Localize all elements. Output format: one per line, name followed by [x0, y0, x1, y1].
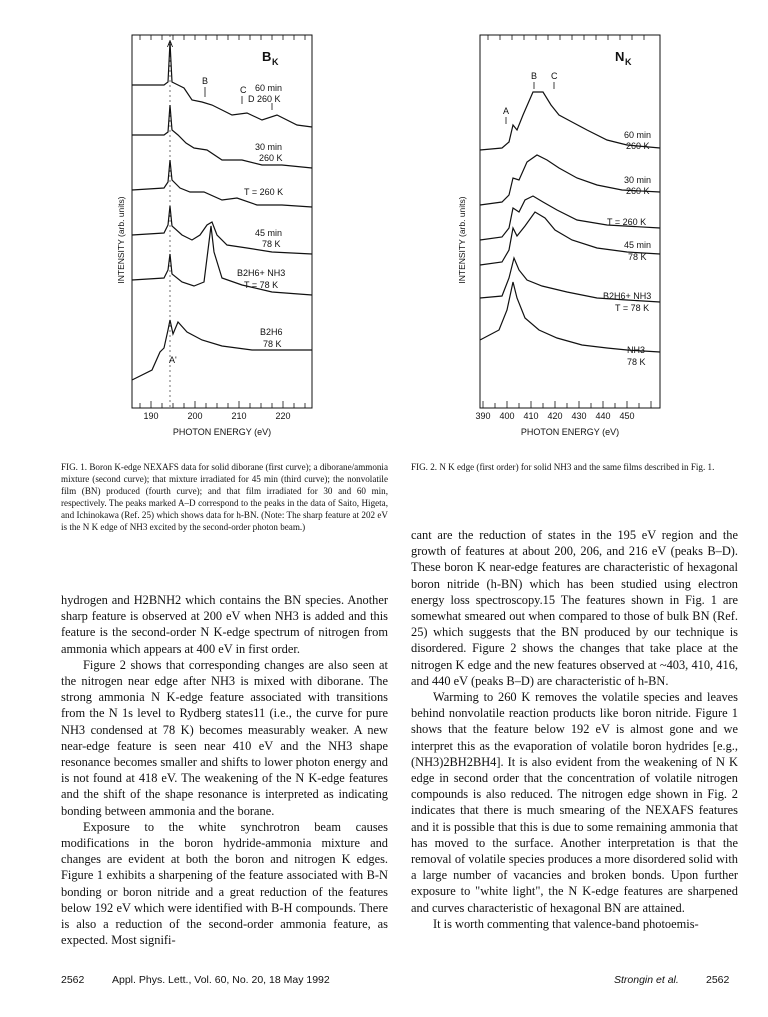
fig2-xtick-440: 440: [595, 411, 611, 421]
fig1-curve-60min: [132, 42, 312, 127]
footer-journal: Appl. Phys. Lett., Vol. 60, No. 20, 18 May 1992: [112, 974, 330, 986]
fig1-peak-B: B: [202, 76, 209, 86]
footer-page-left: 2562: [61, 974, 85, 986]
right-paragraph-1: cant are the reduction of states in the 195 eV region and the growth of features at about 200, 206, and 216 eV (peaks B–D). These boron K near-edge features are characteristic of hexagonal boron nitride (h-BN) which has been studied using electron energy loss spectroscopy.15 The features shown in Fig. 1 are somewhat smeared out when compared to those of bulk BN (Ref. 25) which suggests that the BN produced by our technique is disordered. Figure 2 shows the changes that take place at the nitrogen K edge and the new features observed at ~403, 410, 416, and 440 eV (peaks B–D) are characteristic of h-BN.: [411, 528, 738, 688]
fig2-xtick-430: 430: [571, 411, 587, 421]
fig1-element-label: B: [262, 49, 272, 64]
right-paragraph-2: Warming to 260 K removes the volatile species and leaves behind nonvolatile reaction products like boron nitride. Figure 1 shows that the feature below 192 eV is almost gone and we interpret this as the evaporation of volatile boron hydrides [e.g., (NH3)2BH2BH4]. It is also evident from the weakening of N K edge in second order that the concentration of volatile nitrogen compounds is also reduced. The nitrogen edge shown in Fig. 2 indicates that there is much smearing of the NEXAFS features and it is possible that this is due to some remaining ammonia that has moved to the surface. Another interpretation is that the removal of volatile species produces a more disordered solid with a large number of vacancies and broken bonds. Upon further exposure to "white light", the N K-edge features are sharpened and curves characteristic of hexagonal BN are attained.: [411, 690, 738, 915]
fig2-xlabel: PHOTON ENERGY (eV): [520, 427, 620, 437]
fig2-label-60min: 60 min: [624, 130, 652, 140]
fig1-xlabel: PHOTON ENERGY (eV): [172, 427, 272, 437]
fig2-peak-C: C: [551, 71, 558, 81]
fig2-xtick-420: 420: [547, 411, 563, 421]
figure-1: [112, 30, 327, 445]
fig2-label-nh3: NH3: [627, 345, 646, 355]
fig2-label-45min: 45 min: [624, 240, 652, 250]
fig2-label-mixture-temp: T = 78 K: [615, 303, 650, 313]
fig2-peak-A: A: [503, 106, 510, 116]
fig1-caption-label: FIG. 1.: [61, 462, 88, 472]
fig1-caption-text: Boron K-edge NEXAFS data for solid diborane (first curve); a diborane/ammonia mixture (second curve); that mixture irradiated for 45 min (third curve); the nonvolatile film (BN) produced (fourth curve); and that film irradiated for 30 and 60 min, respectively. The peaks marked A–D correspond to the peaks in the data of Saito, Higeta, and Ichinokawa (Ref. 25) which shows data for h-BN. (Note: The sharp feature at 202 eV is the N K edge of NH3 excited by the second-order photon beam.): [61, 462, 388, 532]
fig2-label-T260: T = 260 K: [607, 217, 647, 227]
footer-page-right: 2562: [706, 974, 730, 986]
fig1-label-45min: 45 min: [255, 228, 283, 238]
fig1-curve-30min: [132, 105, 312, 168]
fig1-peak-C: C: [240, 85, 247, 95]
figure-2-plot: [447, 30, 677, 445]
fig1-curve-diborane: [132, 320, 312, 380]
fig2-caption-label: FIG. 2.: [411, 462, 438, 472]
fig1-label-30min: 30 min: [255, 142, 283, 152]
footer-authors: Strongin et al.: [614, 974, 679, 986]
right-column: [411, 527, 738, 932]
figure-1-plot: [112, 30, 327, 445]
fig1-label-60min-temp: D 260 K: [248, 94, 281, 104]
left-paragraph-3: Exposure to the white synchrotron beam causes modifications in the boron hydride-ammonia mixture and changes are evident at both the boron and nitrogen K edges. Figure 1 exhibits a sharpening of the feature associated with B-N bonding or boron nitride and a great reduction of the features below 192 eV which were identified with B-H compounds. There is also a reduction of the second-order ammonia feature, as expected. Most signifi-: [61, 819, 388, 948]
fig2-label-60min-temp: 260 K: [626, 141, 650, 151]
fig1-xtick-210: 210: [231, 411, 247, 421]
fig1-label-60min: 60 min: [255, 83, 283, 93]
fig2-peak-B: B: [531, 71, 538, 81]
fig1-label-diborane-temp: 78 K: [263, 339, 282, 349]
fig1-xtick-200: 200: [187, 411, 203, 421]
fig1-label-mixture: B2H6+ NH3: [237, 268, 286, 278]
fig1-label-mixture-temp: T = 78 K: [244, 280, 279, 290]
figure-2: [447, 30, 677, 445]
fig1-label-30min-temp: 260 K: [259, 153, 283, 163]
fig2-xtick-400: 400: [499, 411, 515, 421]
fig1-curve-mixture: [132, 226, 312, 295]
fig1-element-sub: K: [272, 57, 279, 67]
fig1-xtick-220: 220: [275, 411, 291, 421]
right-paragraph-3: It is worth commenting that valence-band photoemis-: [433, 916, 699, 931]
fig2-element-label: N: [615, 49, 625, 64]
fig1-spectra: [132, 42, 312, 380]
left-column: [61, 592, 388, 948]
fig1-xtick-190: 190: [143, 411, 159, 421]
fig2-label-30min-temp: 260 K: [626, 186, 650, 196]
fig2-ylabel: INTENSITY (arb. units): [457, 196, 467, 284]
fig2-label-30min: 30 min: [624, 175, 652, 185]
fig2-element-sub: K: [625, 57, 632, 67]
fig2-label-45min-temp: 78 K: [628, 252, 647, 262]
left-paragraph-1: hydrogen and H2BNH2 which contains the BN species. Another sharp feature is observed at 200 eV when NH3 is added and this feature is the second-order N K-edge spectrum of nitrogen from ammonia which appears at 400 eV in first order.: [61, 593, 388, 656]
fig1-label-diborane: B2H6: [260, 327, 283, 337]
fig2-xtick-450: 450: [619, 411, 635, 421]
fig2-xtick-410: 410: [523, 411, 539, 421]
fig1-peak-A: A: [167, 39, 174, 49]
fig1-label-T260: T = 260 K: [244, 187, 284, 197]
left-paragraph-2: Figure 2 shows that corresponding changes are also seen at the nitrogen near edge after NH3 is mixed with diborane. The strong ammonia N K-edge feature associated with transitions from the N 1s level to Rydberg states11 (i.e., the curve for pure NH3 condensed at 78 K) becomes measurably weaker. A new near-edge feature is seen near 410 eV and the NH3 shape resonance becomes smaller and shifts to lower photon energy and is not found at 418 eV. The weakening of the N K-edge features and the shift of the shape resonance is interpreted as indicating bonding between ammonia and the borane.: [61, 657, 388, 818]
fig2-label-mixture: B2H6+ NH3: [603, 291, 652, 301]
fig1-curve-260K: [132, 160, 312, 207]
fig2-xtick-390: 390: [475, 411, 491, 421]
fig1-label-45min-temp: 78 K: [262, 239, 281, 249]
fig1-curve-45min: [132, 206, 312, 254]
fig2-caption-text: N K edge (first order) for solid NH3 and the same films described in Fig. 1.: [439, 462, 715, 472]
figure-2-caption: [411, 461, 738, 473]
fig1-ylabel: INTENSITY (arb. units): [116, 196, 126, 284]
figure-1-caption: [61, 461, 388, 533]
fig1-peak-A-prime: A': [169, 355, 177, 365]
fig2-label-nh3-temp: 78 K: [627, 357, 646, 367]
